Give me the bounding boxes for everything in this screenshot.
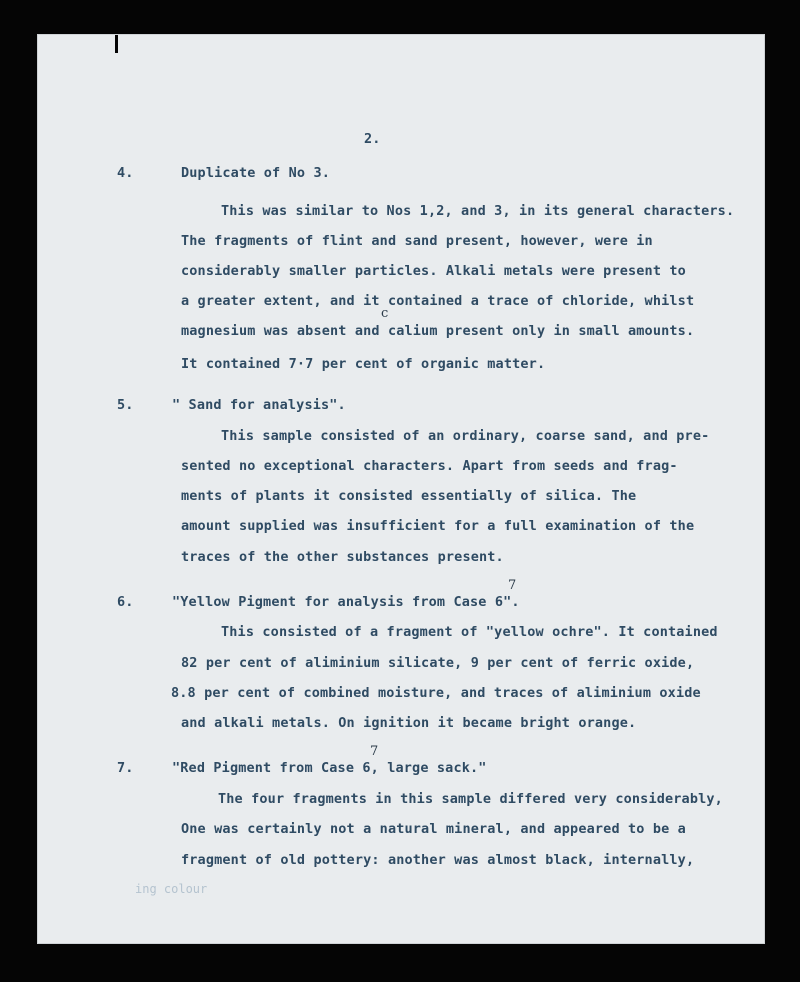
section-6-line-2: 82 per cent of aliminium silicate, 9 per cent of ferric oxide, — [181, 655, 695, 671]
section-5-line-2: sented no exceptional characters. Apart from seeds and frag- — [181, 458, 678, 474]
section-5-line-4: amount supplied was insufficient for a full examination of the — [181, 518, 695, 534]
section-4-line-5: magnesium was absent and calium present only in small amounts. — [181, 323, 695, 339]
section-4-number: 4. — [117, 165, 134, 181]
handwritten-case-correction-2: 7 — [370, 744, 379, 759]
section-5-heading: " Sand for analysis". — [172, 397, 346, 413]
section-4-line-2: The fragments of flint and sand present, however, were in — [181, 233, 653, 249]
section-4-line-1: This was similar to Nos 1,2, and 3, in its general characters. — [221, 203, 735, 219]
section-6-line-4: and alkali metals. On ignition it became bright orange. — [181, 715, 637, 731]
section-4-line-3: considerably smaller particles. Alkali metals were present to — [181, 263, 686, 279]
handwritten-insert-c: c — [381, 306, 389, 321]
section-7-heading: "Red Pigment from Case 6, large sack." — [172, 760, 487, 776]
paper-notch — [115, 35, 118, 53]
section-7-line-3: fragment of old pottery: another was almost black, internally, — [181, 852, 695, 868]
section-4-heading: Duplicate of No 3. — [181, 165, 330, 181]
section-7-line-1: The four fragments in this sample differed very considerably, — [218, 791, 723, 807]
section-6-line-3: 8.8 per cent of combined moisture, and traces of aliminium oxide — [171, 685, 701, 701]
section-5-number: 5. — [117, 397, 134, 413]
section-4-line-4: a greater extent, and it contained a trace of chloride, whilst — [181, 293, 695, 309]
section-5-line-5: traces of the other substances present. — [181, 549, 504, 565]
section-7-line-2: One was certainly not a natural mineral, and appeared to be a — [181, 821, 686, 837]
section-5-line-1: This sample consisted of an ordinary, coarse sand, and pre- — [221, 428, 710, 444]
offset-print-text: ing colour — [135, 882, 208, 896]
section-6-heading: "Yellow Pigment for analysis from Case 6". — [172, 594, 520, 610]
section-6-line-1: This consisted of a fragment of "yellow ochre". It contained — [221, 624, 718, 640]
section-6-number: 6. — [117, 594, 134, 610]
handwritten-case-correction: 7 — [508, 578, 517, 593]
section-5-line-3: ments of plants it consisted essentially of silica. The — [181, 488, 637, 504]
section-7-number: 7. — [117, 760, 134, 776]
section-4-line-6: It contained 7·7 per cent of organic matter. — [181, 356, 546, 372]
page-number: 2. — [364, 131, 381, 147]
